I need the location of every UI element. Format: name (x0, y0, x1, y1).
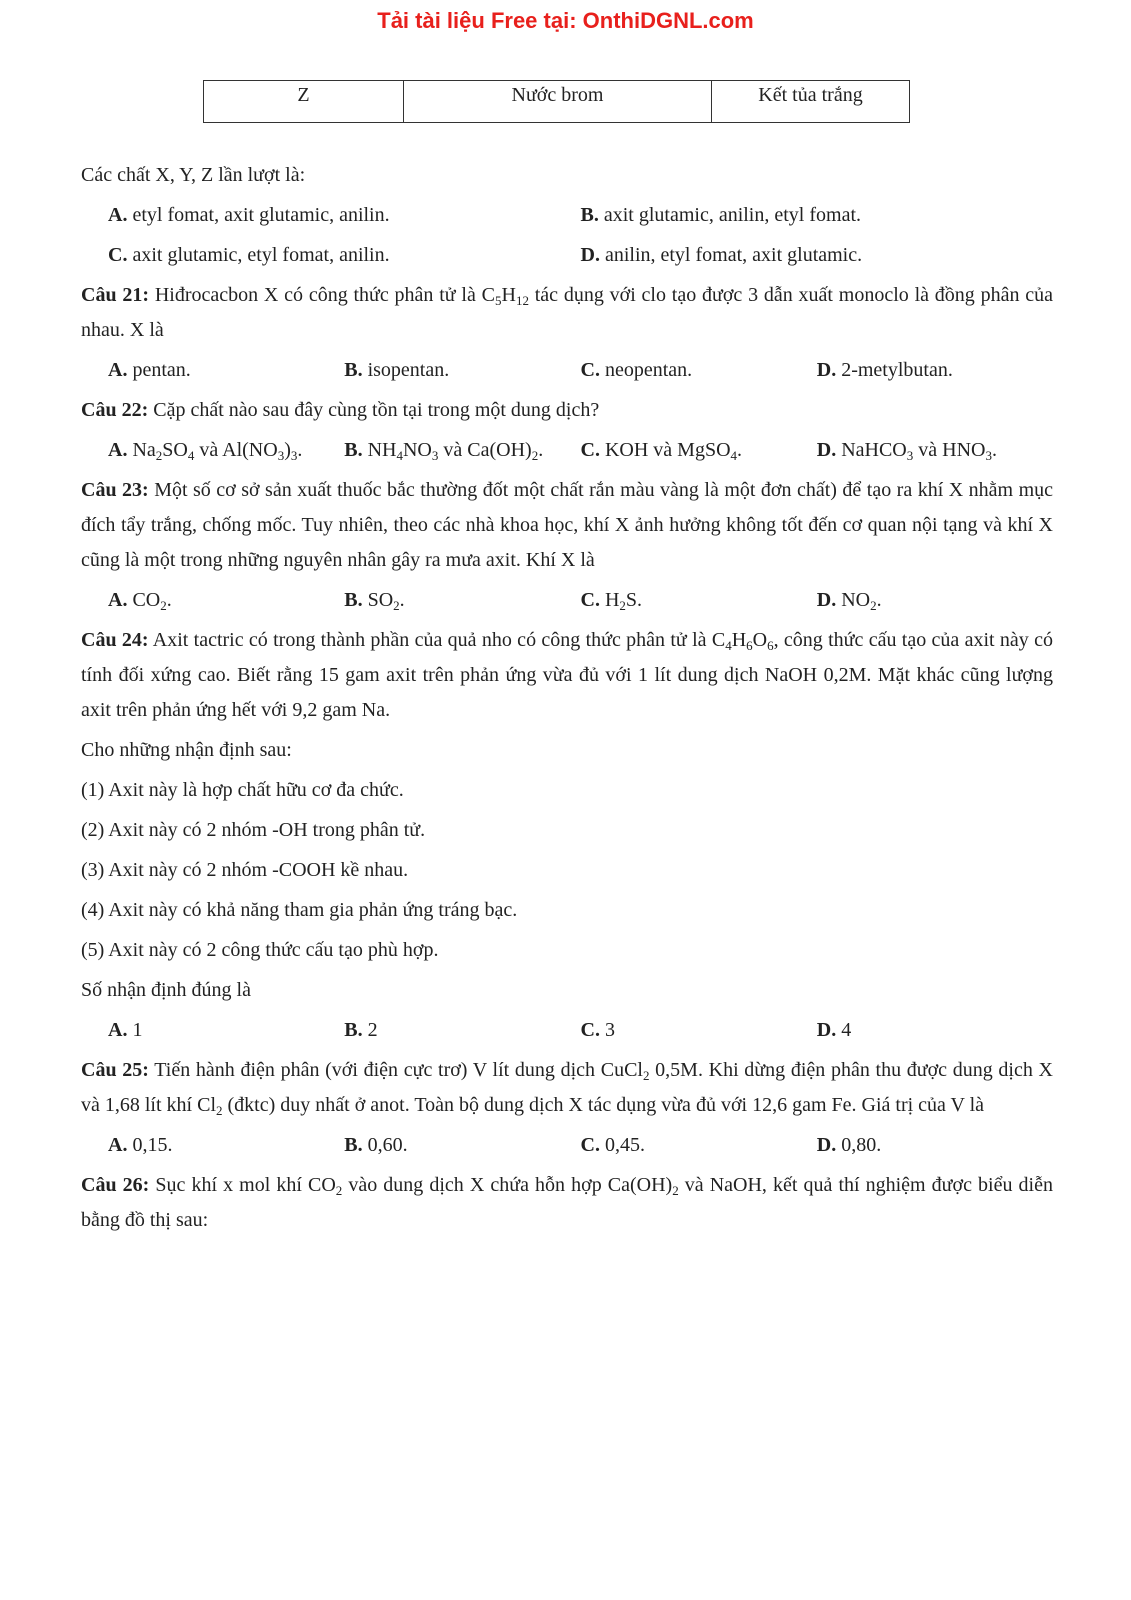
page-header-banner[interactable]: Tải tài liệu Free tại: OnthiDGNL.com (377, 8, 754, 33)
option-label: B. (344, 589, 363, 611)
option-label: B. (344, 1134, 363, 1156)
q21-stem (81, 278, 1053, 348)
option-label: B. (344, 1019, 363, 1041)
option-label: B. (344, 359, 363, 381)
option-text: . (297, 439, 303, 461)
q24-text: Axit tactric có trong thành phần của quả nho có công thức phân tử là C (152, 629, 726, 651)
q25-stem (81, 1053, 1053, 1123)
q23-option-c[interactable] (581, 583, 817, 618)
option-text: axit glutamic, etyl fomat, anilin. (132, 244, 390, 266)
subscript: 3 (985, 448, 992, 463)
q25-text: 0,5M. Khi dừng điện phân thu được dung dịch X và 1,68 lít khí Cl (81, 1059, 1053, 1116)
option-text: . (399, 589, 405, 611)
q24-statement-4: (4) Axit này có khả năng tham gia phản ứng tráng bạc. (81, 899, 518, 921)
q24-ask: Số nhận định đúng là (81, 979, 251, 1001)
table-row (204, 81, 910, 123)
subscript: 4 (730, 448, 738, 463)
q25-option-b[interactable] (344, 1128, 580, 1163)
option-label: B. (344, 439, 363, 461)
option-text: 4 (841, 1019, 852, 1041)
question-number: Câu 24: (81, 629, 149, 651)
option-text: axit glutamic, anilin, etyl fomat. (603, 204, 862, 226)
q24-text: , công thức cấu tạo của axit này có tính đối xứng cao. Biết rằng 15 gam axit trên phản ứng vừa đủ với 1 lít dung dịch NaOH 0,2M. Mặt khác cũng lượng axit trên phản ứng hết với 9,2 gam Na. (81, 629, 1053, 721)
option-text: và Ca(OH) (438, 439, 532, 461)
subscript: 12 (515, 293, 529, 308)
option-text: NO (841, 589, 871, 611)
q23-option-b[interactable] (344, 583, 580, 618)
subscript: 2 (216, 1103, 223, 1118)
subscript: 3 (277, 448, 285, 463)
q24-statement-1: (1) Axit này là hợp chất hữu cơ đa chức. (81, 779, 404, 801)
q24-option-b[interactable] (344, 1013, 580, 1048)
q20-option-b[interactable] (581, 198, 1054, 233)
q25-option-c[interactable] (581, 1128, 817, 1163)
option-text: 0,15. (132, 1134, 173, 1156)
option-text: CO (132, 589, 161, 611)
q24-text: O (752, 629, 768, 651)
q22-options (81, 433, 1053, 468)
q22-text: Cặp chất nào sau đây cùng tồn tại trong một dung dịch? (153, 399, 600, 421)
option-text: pentan. (132, 359, 191, 381)
table-cell-sample: Z (204, 81, 404, 123)
subscript: 4 (396, 448, 403, 463)
q24-option-c[interactable] (581, 1013, 817, 1048)
option-text: S. (625, 589, 643, 611)
subscript: 2 (531, 448, 539, 463)
q25-option-d[interactable] (817, 1128, 1053, 1163)
option-text: NO (402, 439, 432, 461)
q23-options (81, 583, 1053, 618)
option-label: C. (108, 244, 128, 266)
q25-text: (đktc) duy nhất ở anot. Toàn bộ dung dịch X tác dụng vừa đủ với 12,6 gam Fe. Giá trị của V là (222, 1094, 985, 1116)
table-cell-phenomenon: Kết tủa trắng (712, 81, 910, 123)
q25-text: Tiến hành điện phân (với điện cực trơ) V lít dung dịch CuCl (154, 1059, 643, 1081)
q26-stem (81, 1168, 1053, 1238)
reagent-table (203, 80, 910, 123)
q24-text: H (731, 629, 747, 651)
subscript: 2 (335, 1183, 343, 1198)
q21-text: tác dụng với clo tạo được 3 dẫn xuất monoclo là đồng phân của nhau. X là (81, 284, 1054, 341)
subscript: 3 (906, 448, 914, 463)
q24-stem (81, 623, 1053, 728)
option-label: C. (580, 589, 600, 611)
subscript: 2 (393, 598, 400, 613)
option-text: SO (367, 589, 394, 611)
option-label: D. (816, 1134, 837, 1156)
option-text: 3 (604, 1019, 615, 1041)
q24-option-d[interactable] (817, 1013, 1053, 1048)
q26-text: và NaOH, kết quả thí nghiệm được biểu diễn bằng đồ thị sau: (81, 1174, 1053, 1231)
subscript: 2 (619, 598, 626, 613)
option-text: 0,45. (604, 1134, 645, 1156)
q22-option-a[interactable] (108, 433, 344, 468)
q21-option-a[interactable] (108, 353, 344, 388)
document-body (81, 158, 1053, 1243)
option-text: NaHCO (841, 439, 907, 461)
q21-option-b[interactable] (344, 353, 580, 388)
question-number: Câu 23: (81, 479, 149, 501)
q20-option-a[interactable] (108, 198, 581, 233)
q20-options-row-2 (81, 238, 1053, 273)
subscript: 2 (870, 598, 877, 613)
option-label: C. (580, 439, 600, 461)
subscript: 5 (494, 293, 502, 308)
option-label: C. (580, 359, 600, 381)
option-text: NH (367, 439, 397, 461)
subscript: 2 (155, 448, 163, 463)
option-label: D. (816, 359, 837, 381)
option-text: . (876, 589, 882, 611)
option-text: và HNO (913, 439, 986, 461)
q22-option-b[interactable] (344, 433, 580, 468)
q24-statement-3: (3) Axit này có 2 nhóm -COOH kề nhau. (81, 859, 409, 881)
q20-options-row-1 (81, 198, 1053, 233)
option-label: C. (580, 1019, 600, 1041)
option-text: H (604, 589, 620, 611)
q21-options (81, 353, 1053, 388)
q23-stem (81, 473, 1053, 578)
q23-option-d[interactable] (817, 583, 1053, 618)
subscript: 2 (642, 1068, 650, 1083)
q22-option-d[interactable] (817, 433, 1053, 468)
option-text: . (166, 589, 172, 611)
option-text: Na (132, 439, 156, 461)
subscript: 4 (725, 638, 732, 653)
option-text: . (737, 439, 743, 461)
option-label: A. (108, 359, 128, 381)
subscript: 2 (160, 598, 167, 613)
option-text: SO (162, 439, 188, 461)
q25-options (81, 1128, 1053, 1163)
option-label: B. (580, 204, 599, 226)
q26-text: Sục khí x mol khí CO (155, 1174, 336, 1196)
option-text: etyl fomat, axit glutamic, anilin. (132, 204, 390, 226)
option-label: D. (816, 1019, 837, 1041)
subscript: 4 (187, 448, 195, 463)
q24-intro: Cho những nhận định sau: (81, 739, 292, 761)
subscript: 3 (431, 448, 439, 463)
q20-option-d[interactable] (581, 238, 1054, 273)
option-label: A. (108, 439, 128, 461)
q21-option-c[interactable] (581, 353, 817, 388)
option-label: A. (108, 204, 128, 226)
question-number: Câu 22: (81, 399, 149, 421)
q23-text: Một số cơ sở sản xuất thuốc bắc thường đốt một chất rắn màu vàng là một đơn chất) để tạo ra khí X nhằm mục đích tẩy trắng, chống mốc. Tuy nhiên, theo các nhà khoa học, khí X ảnh hưởng không tốt đến cơ quan nội tạng và khí X cũng là một trong những nguyên nhân gây ra mưa axit. Khí X là (81, 479, 1054, 571)
q21-text: Hiđrocacbon X có công thức phân tử là C (154, 284, 495, 306)
question-number: Câu 25: (81, 1059, 149, 1081)
q25-option-a[interactable] (108, 1128, 344, 1163)
q24-option-a[interactable] (108, 1013, 344, 1048)
q26-text: vào dung dịch X chứa hỗn hợp Ca(OH) (342, 1174, 673, 1196)
subscript: 3 (290, 448, 298, 463)
option-text: 1 (132, 1019, 143, 1041)
q20-stem: Các chất X, Y, Z lần lượt là: (81, 164, 306, 186)
q24-statement-5: (5) Axit này có 2 công thức cấu tạo phù hợp. (81, 939, 439, 961)
option-text: 0,80. (841, 1134, 882, 1156)
question-number: Câu 26: (81, 1174, 150, 1196)
option-text: neopentan. (604, 359, 693, 381)
q23-option-a[interactable] (108, 583, 344, 618)
option-label: A. (108, 589, 128, 611)
option-label: A. (108, 1019, 128, 1041)
option-label: D. (816, 589, 837, 611)
subscript: 6 (767, 638, 774, 653)
option-label: D. (816, 439, 837, 461)
option-text: 0,60. (367, 1134, 408, 1156)
subscript: 6 (746, 638, 753, 653)
q20-option-c[interactable] (108, 238, 581, 273)
q21-text: H (501, 284, 516, 306)
subscript: 2 (672, 1183, 679, 1198)
q22-stem (81, 393, 1053, 428)
question-number: Câu 21: (81, 284, 150, 306)
option-text: anilin, etyl fomat, axit glutamic. (604, 244, 863, 266)
option-text: 2-metylbutan. (841, 359, 953, 381)
option-text: . (538, 439, 544, 461)
table-cell-reagent: Nước brom (404, 81, 712, 123)
option-label: D. (580, 244, 600, 266)
q24-options (81, 1013, 1053, 1048)
option-text: 2 (367, 1019, 378, 1041)
q22-option-c[interactable] (581, 433, 817, 468)
option-text: . (991, 439, 997, 461)
option-text: isopentan. (367, 359, 450, 381)
q21-option-d[interactable] (817, 353, 1053, 388)
q24-statement-2: (2) Axit này có 2 nhóm -OH trong phân tử. (81, 819, 426, 841)
option-text: và Al(NO (194, 439, 278, 461)
option-text: KOH và MgSO (604, 439, 731, 461)
option-label: C. (580, 1134, 600, 1156)
option-label: A. (108, 1134, 128, 1156)
option-text: ) (284, 439, 291, 461)
